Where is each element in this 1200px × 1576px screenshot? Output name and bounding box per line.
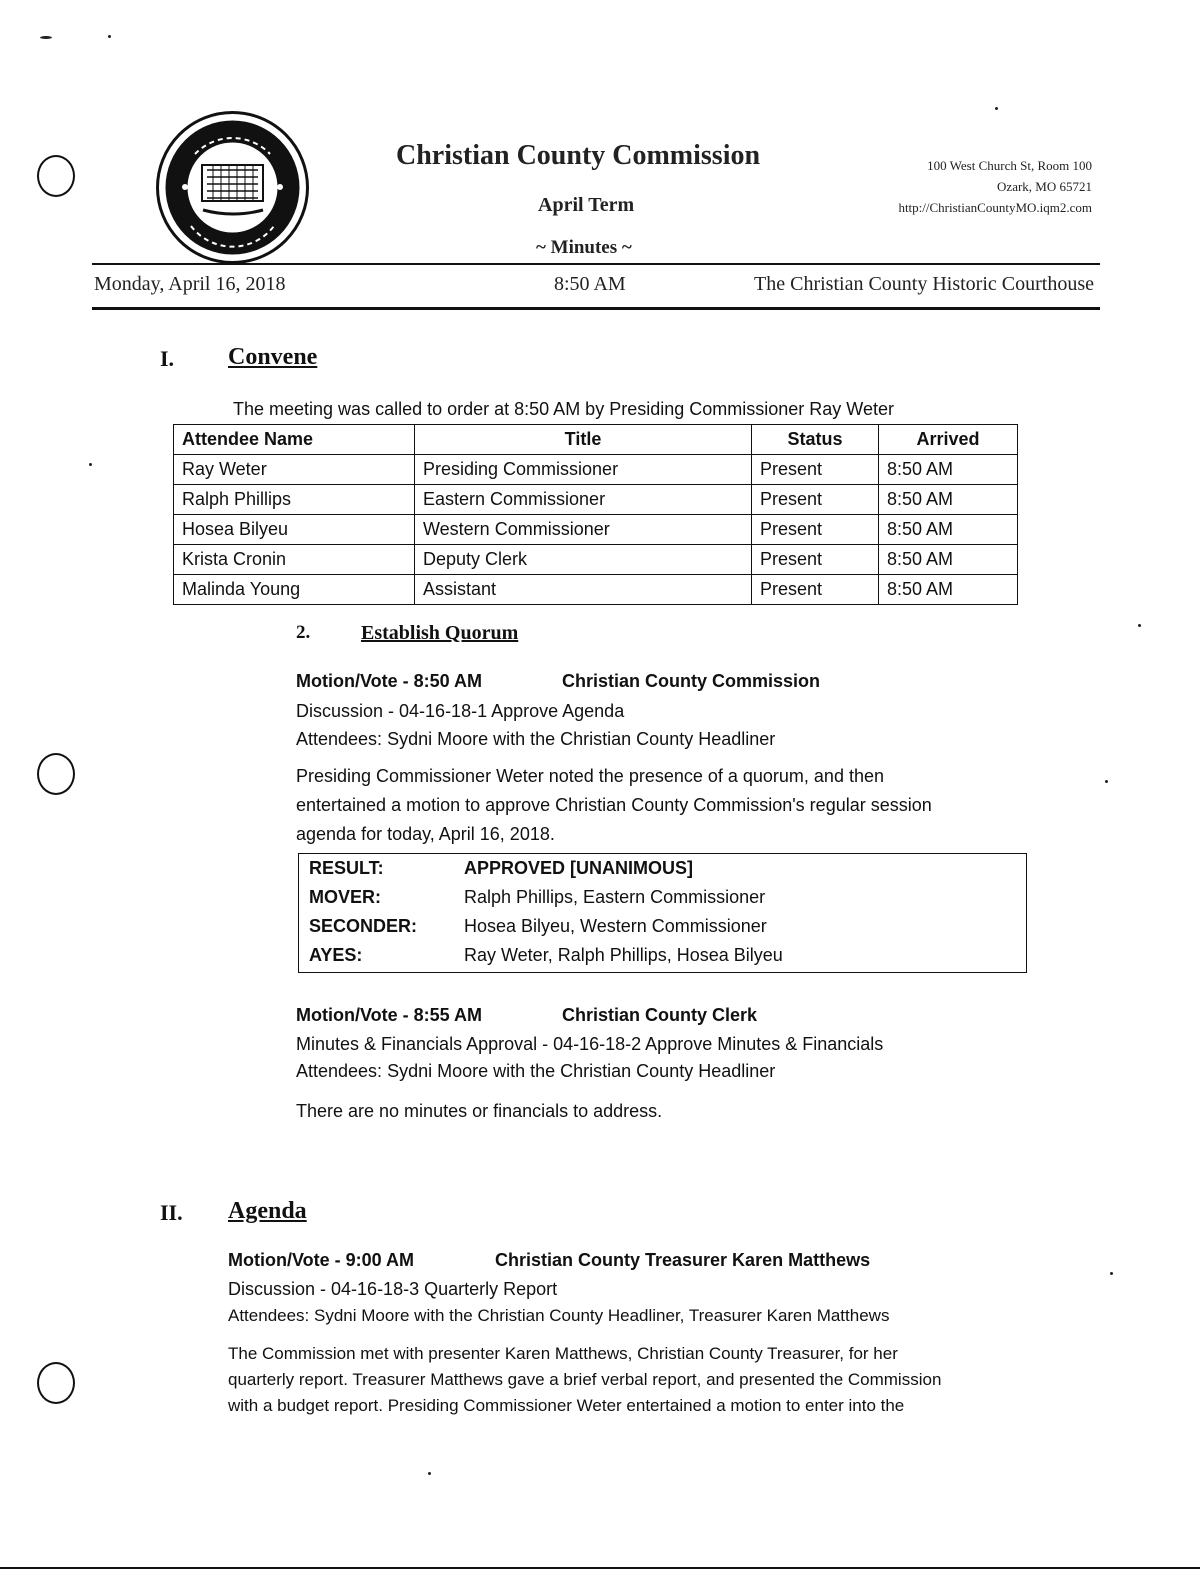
website-link[interactable]: http://ChristianCountyMO.iqm2.com — [898, 200, 1092, 215]
motion-2-attendees: Attendees: Sydni Moore with the Christian County Headliner — [296, 1061, 776, 1081]
col-title: Title — [415, 425, 752, 455]
attendee-title: Western Commissioner — [415, 515, 752, 545]
commission-title: Christian County Commission — [396, 140, 761, 171]
attendee-name: Malinda Young — [174, 575, 415, 605]
attendee-arrived: 8:50 AM — [879, 575, 1018, 605]
motion-1-label: Motion/Vote - 8:50 AM — [296, 671, 482, 691]
motion-2-para: There are no minutes or financials to address. — [296, 1101, 663, 1121]
address-line-1: 100 West Church St, Room 100 — [927, 158, 1092, 173]
attendee-name: Hosea Bilyeu — [174, 515, 415, 545]
table-row — [174, 455, 1018, 485]
motion-1-item: Discussion - 04-16-18-1 Approve Agenda — [296, 701, 625, 721]
ayes-value: Ray Weter, Ralph Phillips, Hosea Bilyeu — [464, 945, 783, 965]
motion-2-body: Christian County Clerk — [562, 1005, 758, 1025]
attendee-name: Ray Weter — [174, 455, 415, 485]
col-attendee-name: Attendee Name — [174, 425, 415, 455]
motion-2-label: Motion/Vote - 8:55 AM — [296, 1005, 482, 1025]
motion-1-para-line-1: Presiding Commissioner Weter noted the presence of a quorum, and then — [296, 766, 884, 786]
motion-3-body: Christian County Treasurer Karen Matthews — [495, 1250, 871, 1270]
motion-3-attendees: Attendees: Sydni Moore with the Christian County Headliner, Treasurer Karen Matthews — [228, 1306, 890, 1325]
punch-hole-bottom — [37, 1362, 75, 1404]
mover-value: Ralph Phillips, Eastern Commissioner — [464, 887, 766, 907]
attendee-title: Presiding Commissioner — [415, 455, 752, 485]
scan-speck — [1138, 624, 1141, 627]
section-2-number: II. — [160, 1200, 183, 1225]
scan-speck — [995, 107, 998, 110]
motion-3-para-line-1: The Commission met with presenter Karen Matthews, Christian County Treasurer, for her — [228, 1344, 898, 1363]
meeting-time: 8:50 AM — [554, 273, 626, 295]
seconder-row — [309, 916, 767, 937]
result-label: RESULT: — [309, 858, 384, 878]
mover-label: MOVER: — [309, 887, 381, 907]
ayes-row — [309, 945, 783, 966]
section-1-title: Convene — [228, 344, 318, 370]
motion-1-para-line-3: agenda for today, April 16, 2018. — [296, 824, 555, 844]
attendee-status: Present — [752, 455, 879, 485]
punch-hole-middle — [37, 753, 75, 795]
scan-speck — [428, 1472, 431, 1475]
attendee-title: Deputy Clerk — [415, 545, 752, 575]
motion-3-label: Motion/Vote - 9:00 AM — [228, 1250, 414, 1270]
motion-3-para-line-3: with a budget report. Presiding Commissioner Weter entertained a motion to enter into the — [228, 1396, 905, 1415]
vote-result-box — [298, 853, 1027, 973]
header-rule-bottom — [92, 307, 1100, 310]
address-line-2: Ozark, MO 65721 — [997, 179, 1092, 194]
county-seal — [155, 110, 310, 265]
motion-1-body: Christian County Commission — [562, 671, 821, 691]
section-1-number: I. — [160, 346, 175, 371]
result-row — [309, 858, 693, 879]
attendee-arrived: 8:50 AM — [879, 515, 1018, 545]
scan-speck — [108, 35, 111, 38]
address-block — [898, 155, 1092, 218]
attendee-status: Present — [752, 485, 879, 515]
scan-speck — [40, 36, 52, 39]
header-rule-top — [92, 263, 1100, 265]
attendee-title: Assistant — [415, 575, 752, 605]
table-row — [174, 515, 1018, 545]
ayes-label: AYES: — [309, 945, 363, 965]
punch-hole-top — [37, 155, 75, 197]
subsection-number: 2. — [296, 622, 311, 643]
scan-speck — [1105, 780, 1108, 783]
attendee-status: Present — [752, 515, 879, 545]
col-status: Status — [752, 425, 879, 455]
result-value: APPROVED [UNANIMOUS] — [464, 858, 694, 878]
attendee-status: Present — [752, 575, 879, 605]
seconder-value: Hosea Bilyeu, Western Commissioner — [464, 916, 767, 936]
seconder-label: SECONDER: — [309, 916, 418, 936]
motion-3-item: Discussion - 04-16-18-3 Quarterly Report — [228, 1279, 558, 1299]
minutes-label: ~ Minutes ~ — [536, 237, 632, 258]
convene-intro: The meeting was called to order at 8:50 AM by Presiding Commissioner Ray Weter — [233, 399, 894, 419]
attendee-name: Ralph Phillips — [174, 485, 415, 515]
table-row — [174, 485, 1018, 515]
subsection-title: Establish Quorum — [361, 622, 519, 644]
scan-speck — [89, 463, 92, 466]
motion-1-attendees: Attendees: Sydni Moore with the Christian County Headliner — [296, 729, 776, 749]
attendee-title: Eastern Commissioner — [415, 485, 752, 515]
motion-2-item: Minutes & Financials Approval - 04-16-18-2 Approve Minutes & Financials — [296, 1034, 884, 1054]
attendee-status: Present — [752, 545, 879, 575]
scan-speck — [1110, 1272, 1113, 1275]
attendee-arrived: 8:50 AM — [879, 545, 1018, 575]
motion-1-para-line-2: entertained a motion to approve Christian County Commission's regular session — [296, 795, 932, 815]
meeting-location: The Christian County Historic Courthouse — [754, 273, 1094, 295]
attendee-name: Krista Cronin — [174, 545, 415, 575]
attendee-table — [173, 424, 1018, 605]
motion-3-para-line-2: quarterly report. Treasurer Matthews gave a brief verbal report, and presented the Commission — [228, 1370, 942, 1389]
col-arrived: Arrived — [879, 425, 1018, 455]
meeting-date: Monday, April 16, 2018 — [94, 273, 286, 295]
mover-row — [309, 887, 765, 908]
section-2-title: Agenda — [228, 1198, 307, 1224]
term-label: April Term — [538, 194, 635, 216]
page-bottom-rule — [0, 1567, 1200, 1569]
attendee-arrived: 8:50 AM — [879, 455, 1018, 485]
attendee-arrived: 8:50 AM — [879, 485, 1018, 515]
attendee-table-header — [174, 425, 1018, 455]
table-row — [174, 545, 1018, 575]
table-row — [174, 575, 1018, 605]
